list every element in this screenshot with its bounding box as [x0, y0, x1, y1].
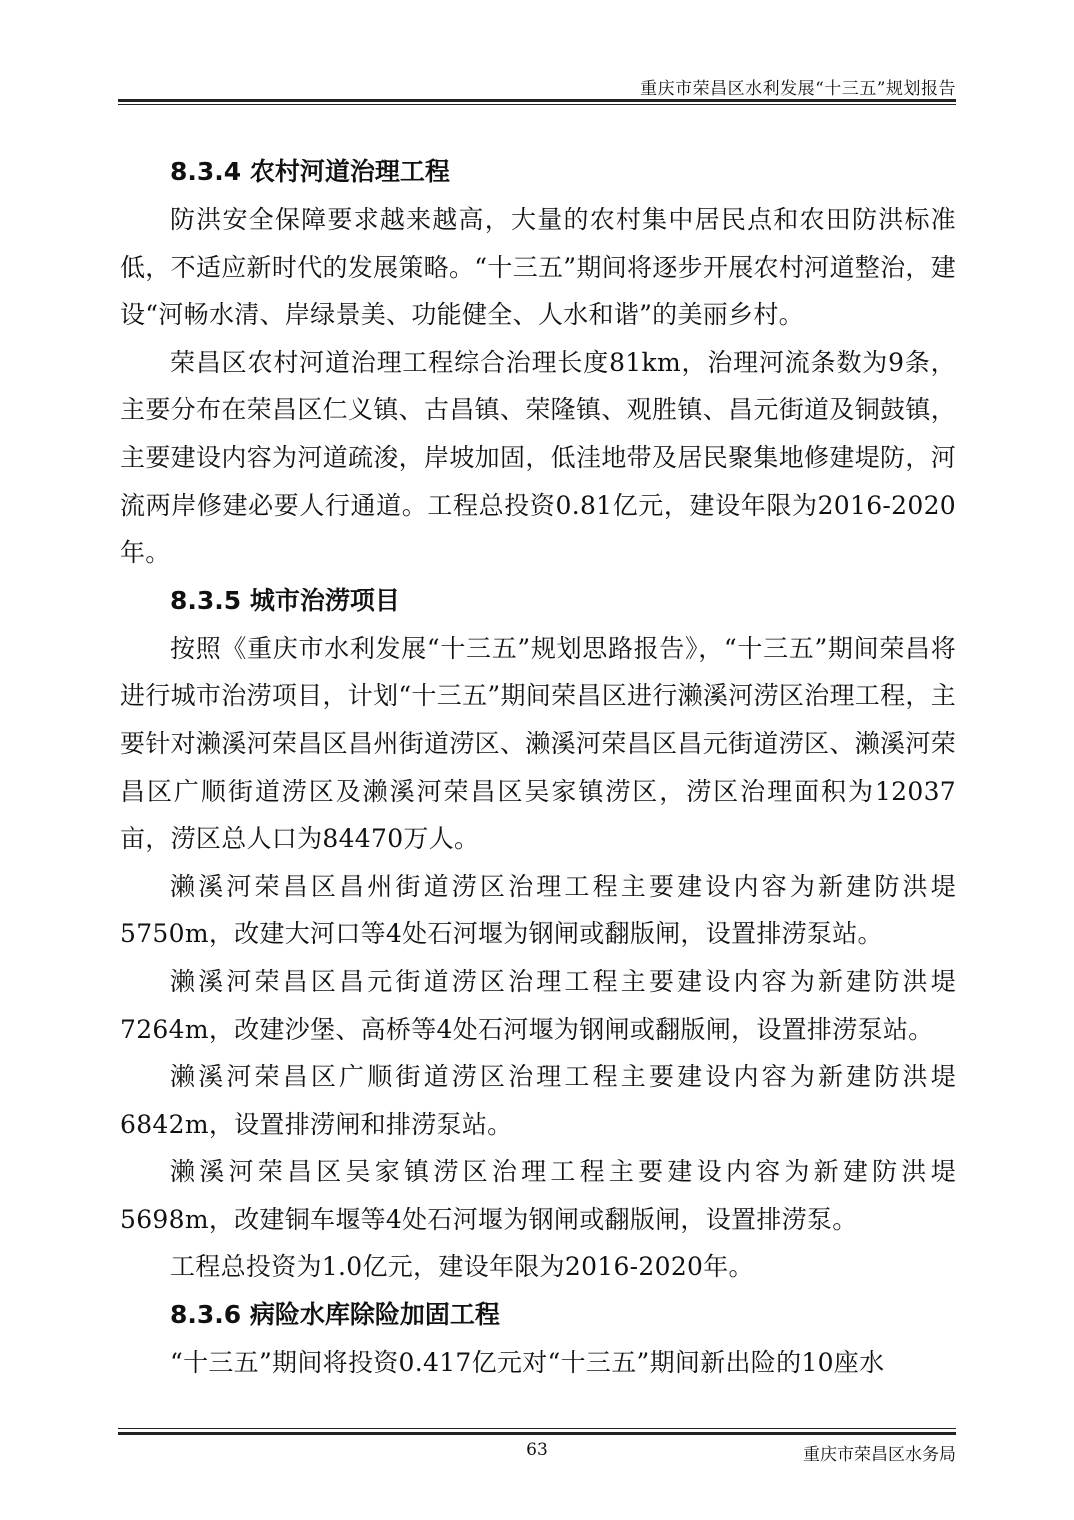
- paragraph: 防洪安全保障要求越来越高，大量的农村集中居民点和农田防洪标准低，不适应新时代的发展策略。“十三五”期间将逐步开展农村河道整治，建设“河畅水清、岸绿景美、功能健全、人水和谐”的美丽乡村。: [120, 205, 956, 330]
- page-number: 63: [526, 1440, 548, 1460]
- section-heading-8-3-5: 8.3.5 城市治涝项目: [170, 585, 400, 615]
- paragraph: 荣昌区农村河道治理工程综合治理长度81km，治理河流条数为9条，主要分布在荣昌区仁义镇、古昌镇、荣隆镇、观胜镇、昌元街道及铜鼓镇，主要建设内容为河道疏浚，岸坡加固，低洼地带及居民聚集地修建堤防，河流两岸修建必要人行通道。工程总投资0.81亿元，建设年限为2016-2020年。: [120, 347, 956, 568]
- paragraph: “十三五”期间将投资0.417亿元对“十三五”期间新出险的10座水: [170, 1348, 885, 1378]
- running-header: 重庆市荣昌区水利发展“十三五”规划报告: [640, 79, 956, 99]
- paragraph: 濑溪河荣昌区昌元街道涝区治理工程主要建设内容为新建防洪堤7264m，改建沙堡、高桥等4处石河堰为钢闸或翻版闸，设置排涝泵站。: [120, 966, 956, 1044]
- section-heading-8-3-4: 8.3.4 农村河道治理工程: [170, 157, 450, 186]
- header-rule-thick: [118, 99, 956, 102]
- paragraph: 工程总投资为1.0亿元，建设年限为2016-2020年。: [170, 1252, 754, 1282]
- footer-rule-thin: [118, 1428, 956, 1429]
- paragraph: 濑溪河荣昌区昌州街道涝区治理工程主要建设内容为新建防洪堤5750m，改建大河口等4处石河堰为钢闸或翻版闸，设置排涝泵站。: [120, 871, 956, 949]
- footer-organization: 重庆市荣昌区水务局: [803, 1445, 956, 1465]
- paragraph: 濑溪河荣昌区广顺街道涝区治理工程主要建设内容为新建防洪堤6842m，设置排涝闸和排涝泵站。: [120, 1062, 956, 1139]
- body-content: [120, 148, 956, 1387]
- paragraph: 濑溪河荣昌区吴家镇涝区治理工程主要建设内容为新建防洪堤5698m，改建铜车堰等4处石河堰为钢闸或翻版闸，设置排涝泵。: [120, 1157, 956, 1234]
- paragraph: 按照《重庆市水利发展“十三五”规划思路报告》，“十三五”期间荣昌将进行城市治涝项目，计划“十三五”期间荣昌区进行濑溪河涝区治理工程，主要针对濑溪河荣昌区昌州街道涝区、濑溪河荣昌区昌元街道涝区、濑溪河荣昌区广顺街道涝区及濑溪河荣昌区吴家镇涝区，涝区治理面积为12037亩，涝区总人口为84470万人。: [120, 633, 956, 854]
- section-heading-8-3-6: 8.3.6 病险水库除险加固工程: [170, 1300, 500, 1330]
- header-rule-thin: [118, 104, 956, 105]
- footer-rule-thick: [118, 1432, 956, 1435]
